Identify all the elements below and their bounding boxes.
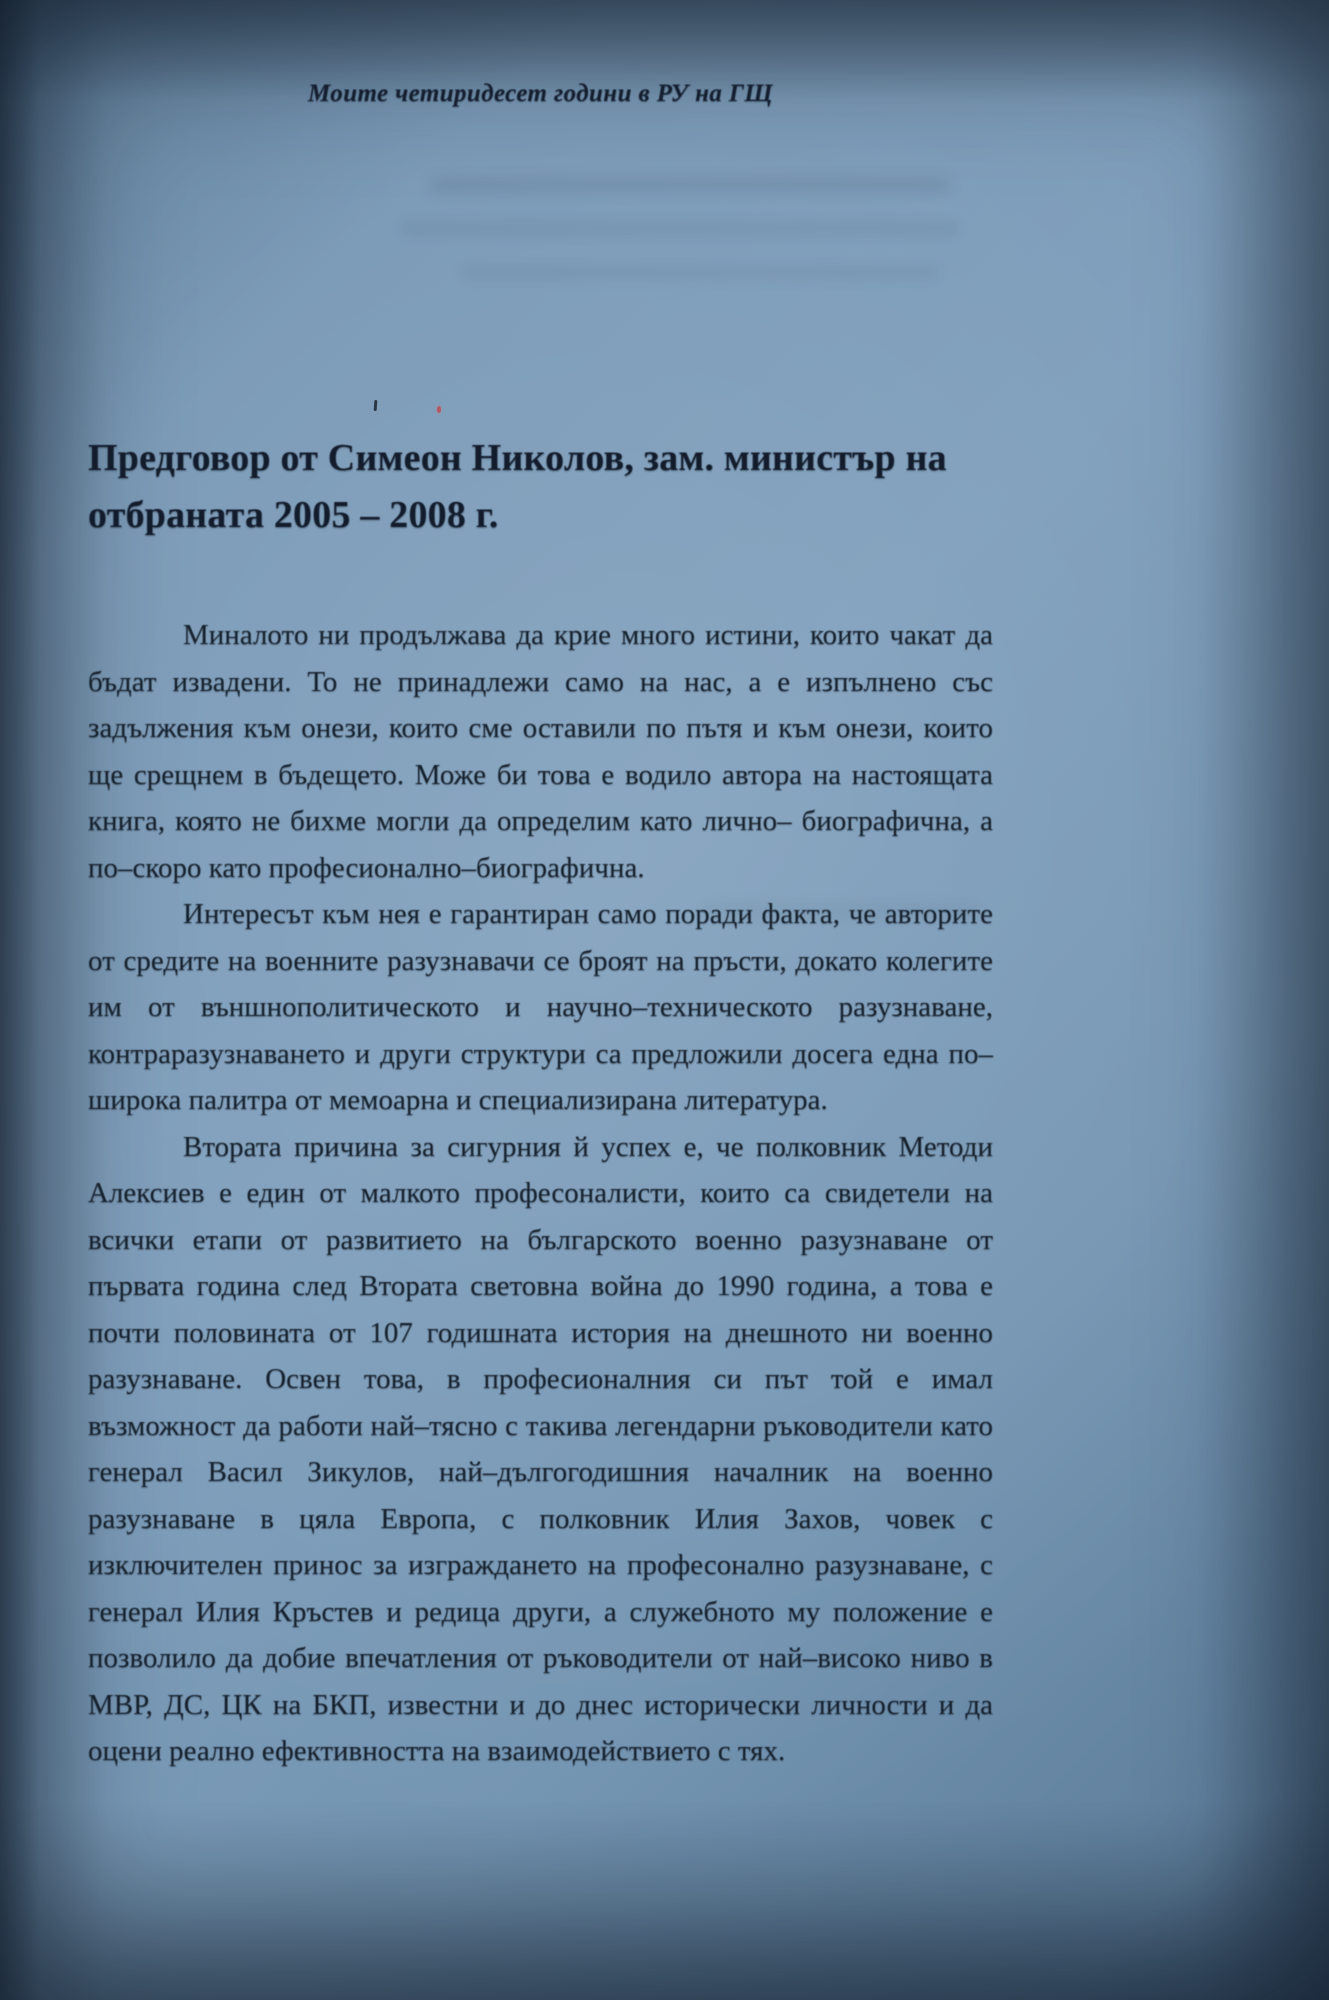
- body-text: [88, 612, 993, 1775]
- running-header: Моите четиридесет години в РУ на ГЩ: [308, 80, 773, 107]
- paragraph: Втората причина за сигурния й успех е, че полковник Методи Алексиев е един от малкото професоналисти, които са свидетели на всички етапи от развитието на българското военно разузнаване от първата година след Втората световна война до 1990 година, а това е почти половината от 107 годишната история на днешното ни военно разузнаване. Освен това, в професионалния си път той е имал възможност да работи най–тясно с такива легендарни ръководители като генерал Васил Зикулов, най–дългогодишния началник на военно разузнаване в цяла Европа, с полковник Илия Захов, човек с изключителен принос за изграждането на професонално разузнаване, с генерал Илия Кръстев и редица други, а служебното му положение е позволило да добие впечатления от ръководители от най–високо ниво в МВР, ДС, ЦК на БКП, известни и до днес исторически личности и да оцени реално ефективността на взаимодействието с тях.: [88, 1130, 993, 1767]
- page-title: Предговор от Симеон Николов, зам. министър на отбраната 2005 – 2008 г.: [88, 437, 947, 536]
- paragraph: Миналото ни продължава да крие много истини, които чакат да бъдат извадени. То не принадлежи само на нас, а е изпълнено със задължения към онези, които сме оставили по пътя и към онези, които ще срещнем в бъдещето. Може би това е водило автора на настоящата книга, която не бихме могли да определим като лично– биографична, а по–скоро като професионално–биографична.: [88, 619, 993, 884]
- text-column: [88, 0, 993, 1775]
- paragraph: Интересът към нея е гарантиран само поради факта, че авторите от средите на военните разузнавачи се броят на пръсти, докато колегите им от външнополитическото и научно–техническото разузнаване, контраразузнаването и други структури са предложили досега една по–широка палитра от мемоарна и специализирана литература.: [88, 898, 993, 1116]
